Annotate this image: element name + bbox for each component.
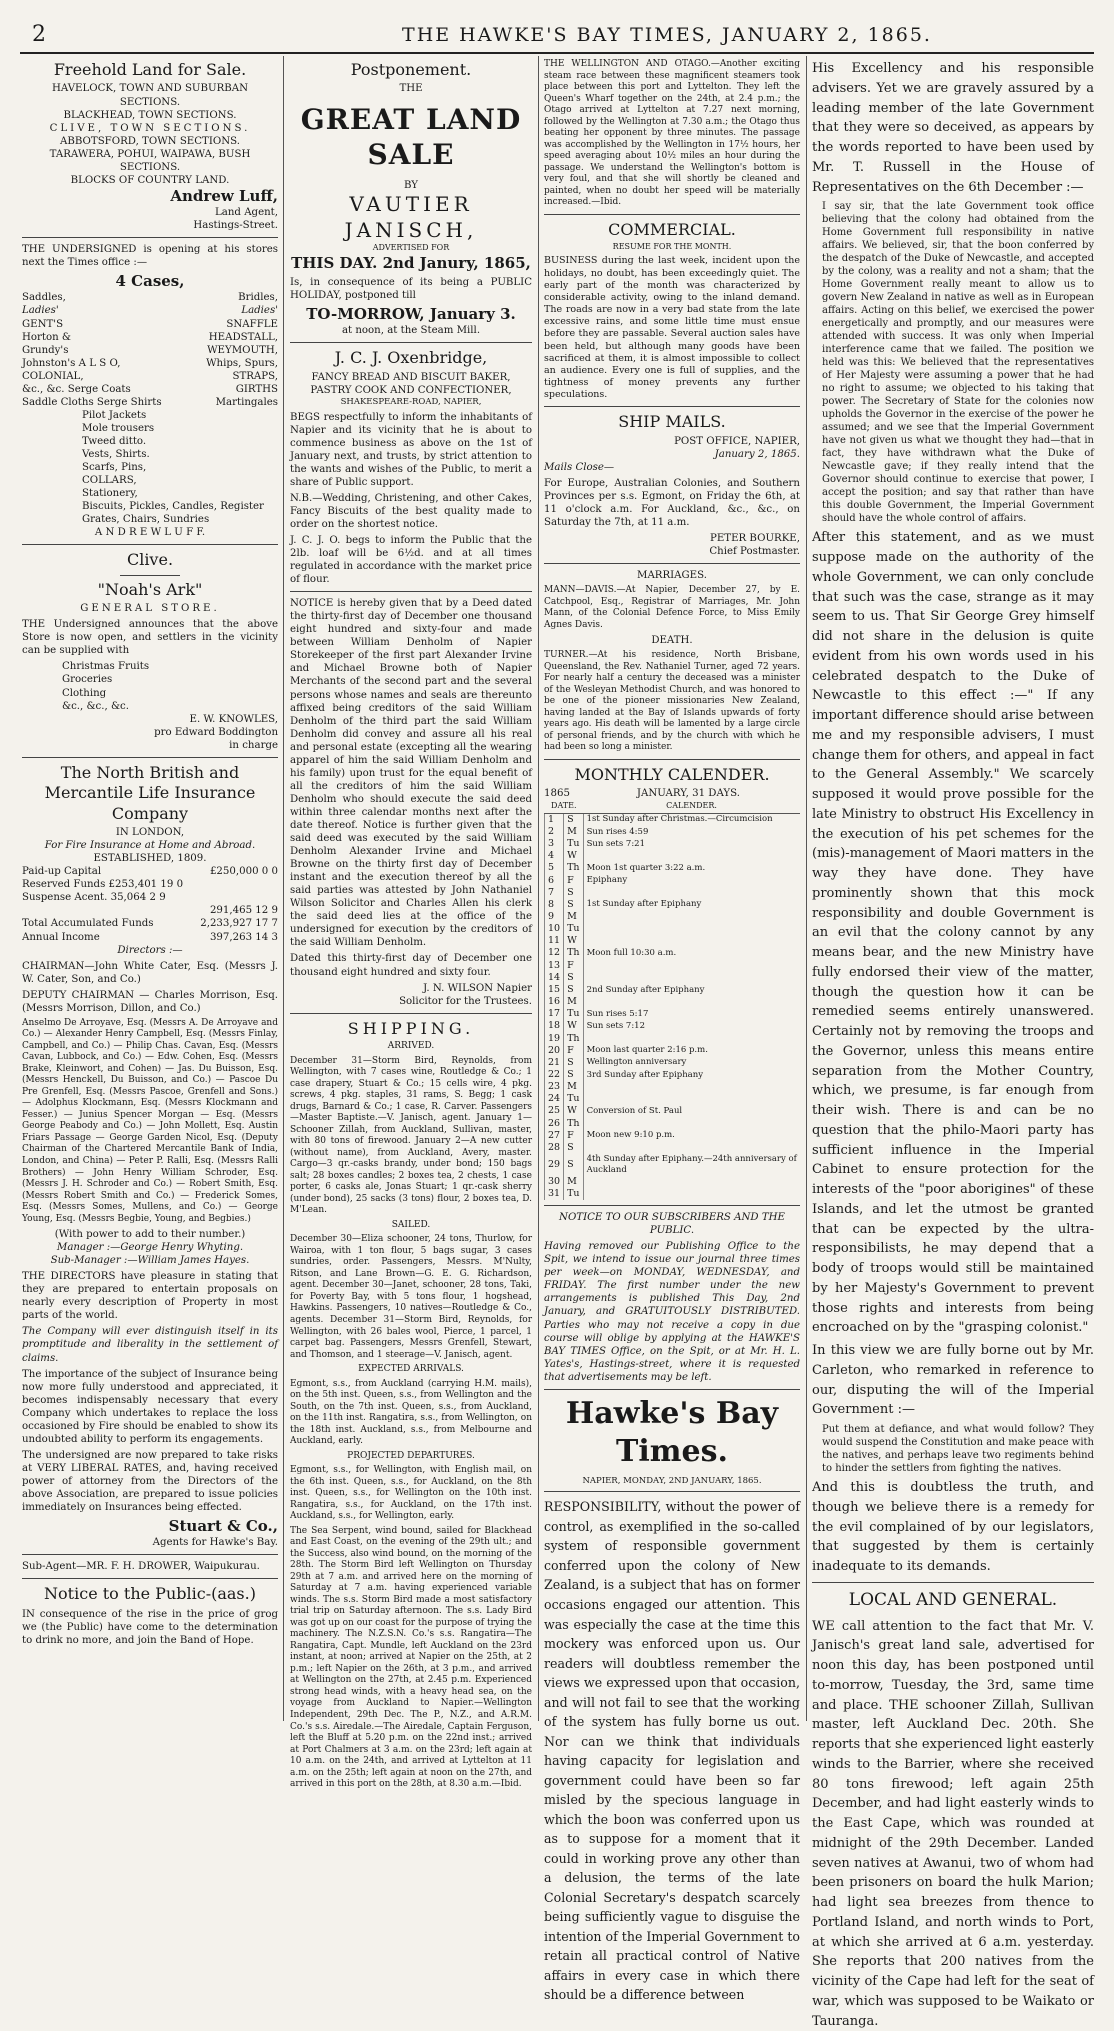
calendar-weekday: Tu: [564, 1093, 583, 1105]
freehold-line: HAVELOCK, TOWN AND SUBURBAN SECTIONS.: [51, 83, 249, 108]
calendar-day: 14: [545, 972, 564, 984]
calendar-event: [583, 1188, 800, 1200]
noah-sign: E. W. KNOWLES,: [189, 713, 278, 725]
chairman: CHAIRMAN—John White Cater, Esq. (Messrs J. W. Cater, Son, and Co.): [22, 960, 278, 985]
calendar-weekday: Tu: [564, 1008, 583, 1020]
calendar-weekday: Th: [564, 947, 583, 959]
goods-item: Vests, Shirts.: [82, 448, 150, 460]
calendar-weekday: M: [564, 826, 583, 838]
undersigned-text: THE UNDERSIGNED is opening at his stores next the Times office :—: [22, 244, 278, 269]
calendar-day: 6: [545, 875, 564, 887]
calendar-row: [545, 1057, 801, 1069]
goods-item: Biscuits, Pickles, Candles, Register Grates, Chairs, Sundries: [82, 501, 264, 526]
shakespeare-road: SHAKESPEARE-ROAD, NAPIER,: [340, 396, 482, 407]
calendar-row: [545, 1008, 801, 1020]
leader-para2: After this statement, and as we must suppose made on the authority of the whole Government, we can only conclude that such was the case, strange as it may seem to us. That Sir George Grey himself did not share in the delusion is quite evident from his own words used in his celebrated despatch to the Duke of Newcastle to this effect :—" If any important difference should arise between me and my responsible advisers, I must change them for others, and appeal in fact to the General Assembly." We scarcely supposed it would prove possible for the late Ministry to obstruct His Excellency in the execution of his pet schemes for the (mis)-management of Maori matters in the way they have done. They have prominently shown that this mock responsibility and double Government is an evil that the colony cannot by any means bear, and the new Ministry have fully endorsed their view of the matter, though the question how it can be remedied seems entirely unanswered. Certainly not by removing the troops and the Governor, unless this means entire separation from the Mother Country, which, we presume, is far enough from their wish. There is and can be no question that the philo-Maori party has sufficient influence in the Imperial Cabinet to ensure protection for the interests of the "poor aborigines" of these Islands, and let the utmost be granted that can be expected by the ultra-responsibilists, he may depend that a body of troops would still be maintained by her Majesty's Government to prevent those rights and interests from being encroached on by the "grasping colonist.": [812, 530, 1094, 1336]
calendar-row: [545, 960, 801, 972]
calendar-event: Epiphany: [583, 875, 800, 887]
tomorrow: TO-MORROW, January 3.: [306, 304, 516, 323]
calendar-weekday: F: [564, 1130, 583, 1142]
calendar-row: [545, 972, 801, 984]
calendar-day: 29: [545, 1154, 564, 1176]
great-land-sale: GREAT LAND SALE: [300, 102, 522, 172]
local-general-heading: LOCAL AND GENERAL.: [848, 1589, 1058, 1610]
calendar-weekday: M: [564, 996, 583, 1008]
arrived-heading: ARRIVED.: [387, 1041, 435, 1052]
cases-heading: 4 Cases,: [115, 272, 185, 291]
calendar-row: [545, 1105, 801, 1117]
notice-subscribers-text: Having removed our Publishing Office to the Spit, we intend to issue our journal three times per week—on MONDAY, WEDNESDAY, and FRIDAY. The first number under the new arrangements is published This Day, 2nd January, and GRATUITOUSLY DISTRIBUTED. Parties who may not receive a copy in due course will oblige by applying at the HAWKE'S BAY TIMES Office, on the Spit, or at Mr. H. L. Yates's, Hastings-street, where it is requested that advertisements may be left.: [544, 1241, 800, 1383]
calendar-row: [545, 947, 801, 959]
shipping-news: The Sea Serpent, wind bound, sailed for Blackhead and East Coast, on the evening of the 29th ult.; and the Success, also wind bound, on the morning of the 28th. The Storm Bird left Wellington on Thursday 29th at 7 a.m. and arrived here on the morning of Saturday at 7 a.m. having experienced variable winds. The s.s. Storm Bird made a most satisfactory trial trip on Saturday afternoon. The s.s. Lady Bird was got up on our coast for the purpose of trying the machinery. The N.Z.S.N. Co.'s s.s. Rangatira—The Rangatira, Capt. Mundle, left Auckland on the 23rd instant, at noon; arrived at Napier on the 25th, at 2 p.m.; left Napier on the 26th, at 3 p.m., and arrived at Wellington on the 27th, at 2.45 p.m. Experienced strong head winds, with a heavy head sea, on the voyage from Auckland to Napier.—Wellington Independent, 29th Dec. The P., N.Z., and A.R.M. Co.'s s.s. Airedale.—The Airedale, Captain Ferguson, left the Bluff at 5.20 p.m. on the 22nd inst.; arrived at Port Chalmers at 3 a.m. on the 23rd; left again at 10 a.m. on the 24th, and arrived at Lyttelton at 11 a.m. on the 25th; left again at noon on the 27th, and arrived in this port on the 28th, at 8.30 a.m.—Ibid.: [290, 1525, 533, 1790]
calendar-weekday: W: [564, 1105, 583, 1117]
calendar-day: 1: [545, 813, 564, 826]
stuart-co: Stuart & Co.,: [168, 1517, 278, 1536]
calendar-day: 19: [545, 1033, 564, 1045]
calendar-day: 13: [545, 960, 564, 972]
marriages-text: MANN—DAVIS.—At Napier, December 27, by E. Catchpool, Esq., Registrar of Marriages, Mr. John Mann, of the Colonial Defence Force, to Miss Emily Agnes Davis.: [544, 585, 800, 630]
freehold-line: ABBOTSFORD, TOWN SECTIONS.: [60, 135, 240, 147]
calendar-row: [545, 1093, 801, 1105]
calendar-weekday: M: [564, 1081, 583, 1093]
goods-item: Mole trousers: [82, 422, 155, 434]
calendar-row: [545, 1176, 801, 1188]
shipping-heading: SHIPPING.: [347, 1018, 475, 1038]
calendar-event: Moon full 10:30 a.m.: [583, 947, 800, 959]
postponement: Postponement.: [350, 60, 472, 79]
leader-para4: And this is doubtless the truth, and though we believe there is a remedy for the evil complained of by our legislators, that suggested by them is certainly inadequate to its demands.: [812, 1480, 1094, 1574]
company-motto: The Company will ever distinguish itself in its promptitude and liberality in the settlement of claims.: [22, 1326, 278, 1364]
post-office: POST OFFICE, NAPIER,: [674, 435, 800, 447]
calendar-event: [583, 960, 800, 972]
calendar-event: [583, 1081, 800, 1093]
in-london: IN LONDON,: [115, 827, 185, 839]
notice-public-title: Notice to the Public-(aas.): [44, 1584, 256, 1604]
calendar-event: Sun rises 4:59: [583, 826, 800, 838]
calendar-event: [583, 972, 800, 984]
calendar-table: DATE. CALENDER. 1 S 1st Sunday after Christmas.—Circumcision 2 M Sun rises 4:59 3 Tu Sun sets 7:21 4 W 5 Th Moon 1st quarter 3:22 a.m. 6 F Epiphany 7 S 8 S 1st Sunday after Epiphany 9 M 10 Tu 11 W 12 Th Moon full 10:30 a.m. 13 F 14 S 15 S 2nd Sunday after Epiphany 16 M 17 Tu Sun rises 5:17 18 W Sun sets 7:12 19 Th 20 F Moon last quarter 2:16 p.m. 21 S Wellington anniversary 22 S 3rd Sunday after Epiphany 23 M 24 Tu 25 W Conversion of St. Paul 26 Th 27 F Moon new 9:10 p.m. 28 S 29 S 4th Sunday after Epiphany.—24th anniversary of Auckland 30 M 31 Tu: [544, 800, 800, 1200]
calendar-row: [545, 850, 801, 862]
calendar-event: [583, 887, 800, 899]
leader-para3: In this view we are fully borne out by Mr. Carleton, who remarked in reference to our, disputing the will of the Imperial Government :—: [812, 1343, 1094, 1418]
calendar-event: [583, 923, 800, 935]
calendar-weekday: W: [564, 1020, 583, 1032]
goods-item: Stationery,: [82, 488, 138, 500]
sub-manager: Sub-Manager :—William James Hayes.: [50, 1255, 250, 1267]
leader-para1: His Excellency and his responsible advisers. Yet we are gravely assured by a leading member of the late Government that they were so deceived, as appears by the words reported to have been used by Mr. T. Russell in the House of Representatives on the 6th December :—: [812, 61, 1094, 195]
calendar-day: 30: [545, 1176, 564, 1188]
calendar-weekday: S: [564, 899, 583, 911]
calendar-day: 10: [545, 923, 564, 935]
calendar-event: [583, 1033, 800, 1045]
calendar-row: [545, 1154, 801, 1176]
noah-goods-item: &c., &c., &c.: [62, 700, 129, 712]
calendar-event: Sun sets 7:12: [583, 1020, 800, 1032]
deputy-chairman: DEPUTY CHAIRMAN — Charles Morrison, Esq. (Messrs Morrison, Dillon, and Co.): [22, 989, 278, 1014]
calendar-event: Moon last quarter 2:16 p.m.: [583, 1045, 800, 1057]
calendar-event: [583, 1118, 800, 1130]
calendar-row: [545, 887, 801, 899]
bourke: PETER BOURKE,: [709, 533, 800, 545]
calendar-row: [545, 813, 801, 826]
calendar-weekday: F: [564, 875, 583, 887]
calendar-day: 24: [545, 1093, 564, 1105]
calendar-day: 9: [545, 911, 564, 923]
column-2: [290, 56, 533, 1790]
undersigned-rates: The undersigned are now prepared to take risks at VERY LIBERAL RATES, and, having received power of attorney from the Directors of the above Association, are prepared to issue policies immediately on Insurances being effected.: [22, 1449, 278, 1514]
calendar-weekday: S: [564, 1057, 583, 1069]
begs-text: BEGS respectfully to inform the inhabitants of Napier and its vicinity that he is about to commence business as above on the 1st of January next, and trusts, by strict attention to the wants and wishes of the Public, to merit a share of Public support.: [290, 411, 532, 488]
calendar-event: 1st Sunday after Christmas.—Circumcision: [583, 813, 800, 826]
noah-sign3: in charge: [229, 739, 278, 751]
leader-quote2: Put them at defiance, and what would follow? They would suspend the Constitution and make peace with the natives, and perhaps leave two regiments behind to hinder the settlers from fighting the natives.: [822, 1424, 1094, 1474]
calendar-row: [545, 1188, 801, 1200]
freehold-line: CLIVE, TOWN SECTIONS.: [49, 122, 251, 134]
leader-text: RESPONSIBILITY, without the power of control, as exemplified in the so-called system of responsible government conferred upon the colony of New Zealand, is a subject that has on former occasions engaged our attention. This was especially the case at the time this mockery was enforced upon us. Our readers will doubtless remember the views we expressed upon that occasion, and will not fail to see that the working of the system has fully borne us out. Nor can we think that individuals having capacity for legislation and government could have been so far misled by the specious language in which the boon was conferred upon us as to suppose for a moment that it could in working prove any other than a delusion, the terms of the late Colonial Secretary's despatch scarcely being sufficiently vague to disguise the intention of the Imperial Government to retain all practical control of Native affairs in every case in which there should be a difference between: [544, 1499, 800, 2003]
nb-text: N.B.—Wedding, Christening, and other Cakes, Fancy Biscuits of the best quality made to order on the shortest notice.: [290, 492, 532, 530]
calendar-day: 25: [545, 1105, 564, 1117]
column-rule: [283, 56, 284, 1721]
calendar-event: Wellington anniversary: [583, 1057, 800, 1069]
noah-goods-item: Groceries: [62, 674, 113, 686]
calendar-event: [583, 1176, 800, 1188]
calendar-weekday: M: [564, 1176, 583, 1188]
local-general-text: WE call attention to the fact that Mr. V. Janisch's great land sale, advertised for noon this day, has been postponed until to-morrow, Tuesday, the 3rd, same time and place. THE schooner Zillah, Sullivan master, left Auckland Dec. 20th. She reports that she experienced light easterly winds to the Barrier, where she received 80 tons firewood; left again 25th December, and had light easterly winds to the East Cape, which was rounded at midnight of the 29th December. Landed seven natives at Awanui, two of whom had been prisoners on board the hulk Marion; had light sea breezes from thence to Portland Island, and north winds to Port, at which she arrived at 6 a.m. yesterday. She reports that 200 natives from the vicinity of the Cape had left for the seat of war, which was supposed to be Waikato or Tauranga.: [812, 1618, 1094, 2029]
calendar-day: 22: [545, 1069, 564, 1081]
calendar-weekday: W: [564, 935, 583, 947]
column-3: [544, 56, 800, 2003]
calendar-day: 21: [545, 1057, 564, 1069]
freehold-title: Freehold Land for Sale.: [53, 60, 247, 79]
calendar-row: [545, 996, 801, 1008]
column-rule: [538, 56, 539, 1721]
calendar-weekday: S: [564, 887, 583, 899]
calendar-weekday: S: [564, 813, 583, 826]
calendar-weekday: F: [564, 960, 583, 972]
mails-text: For Europe, Australian Colonies, and Southern Provinces per s.s. Egmont, on Friday the 6th, at 11 o'clock a.m. For Auckland, &c., &c., on Saturday the 7th, at 11 a.m.: [544, 477, 800, 529]
calendar-day: 3: [545, 838, 564, 850]
calendar-weekday: Th: [564, 862, 583, 874]
calendar-weekday: Tu: [564, 923, 583, 935]
goods-item: Scarfs, Pins,: [82, 462, 147, 474]
freehold-line: BLOCKS OF COUNTRY LAND.: [70, 174, 230, 186]
calendar-day: 16: [545, 996, 564, 1008]
insurance-title: The North British and Mercantile Life Insurance Company: [44, 762, 256, 823]
dated-text: Dated this thirty-first day of December one thousand eight hundred and sixty four.: [290, 953, 532, 978]
goods-item: Pilot Jackets: [82, 409, 147, 421]
calendar-row: [545, 1069, 801, 1081]
calendar-day: 20: [545, 1045, 564, 1057]
calendar-day: 23: [545, 1081, 564, 1093]
column-4: [812, 56, 1094, 2029]
calendar-row: [545, 935, 801, 947]
calendar-event: [583, 850, 800, 862]
calendar-row: [545, 911, 801, 923]
calendar-weekday: S: [564, 972, 583, 984]
death-heading: DEATH.: [651, 635, 693, 647]
expected-text: Egmont, s.s., from Auckland (carrying H.M. mails), on the 5th inst. Queen, s.s., from Wellington and the South, on the 7th inst. Queen, s.s., from Auckland, on the 11th inst. Rangatira, s.s., from Wellington, on the 18th inst. Auckland, s.s., from Melbourne and Auckland, early.: [290, 1378, 532, 1447]
monthly-calender-heading: MONTHLY CALENDER.: [574, 764, 770, 784]
calendar-row: [545, 1045, 801, 1057]
calendar-day: 17: [545, 1008, 564, 1020]
noah-sign2: pro Edward Boddington: [154, 726, 278, 738]
wilson-sign2: Solicitor for the Trustees.: [399, 995, 532, 1007]
notice-deed: NOTICE is hereby given that by a Deed dated the thirty-first day of December one thousand eight hundred and sixty-four and made between William Denholm of Napier Storekeeper of the first part Alexander Irvine and Michael Browne both of Napier Merchants of the second part and the several persons whose names and seals are thereunto affixed being creditors of the said William Denholm of the third part the said William Denholm did convey and assure all his real and personal estate (excepting all the wearing apparel of him the said William Denholm and his family) upon trust for the equal benefit of all the creditors of him the said William Denholm who should execute the said deed within three calendar months next after the date thereof. Notice is further given that the said deed was executed by the said William Denholm Alexander Irvine and Michael Browne on the thirty first day of December instant and the execution thereof by all the said parties was attested by John Nathaniel Wilson Solicitor and Charles Allen his clerk the said deed lies at the office of the undersigned for execution by the creditors of the said William Denholm.: [290, 598, 532, 949]
sailed-heading: SAILED.: [391, 1219, 431, 1230]
calendar-day: 7: [545, 887, 564, 899]
agent-title: Land Agent,: [215, 207, 278, 219]
noah-text: THE Undersigned announces that the above Store is now open, and settlers in the vicinity can be supplied with: [22, 619, 278, 657]
mails-close: Mails Close—: [544, 461, 615, 473]
clive-heading: Clive.: [126, 550, 174, 570]
calendar-event: Moon new 9:10 p.m.: [583, 1130, 800, 1142]
calendar-event: Moon 1st quarter 3:22 a.m.: [583, 862, 800, 874]
calendar-event: Sun sets 7:21: [583, 838, 800, 850]
calendar-weekday: F: [564, 1045, 583, 1057]
commercial-text: BUSINESS during the last week, incident upon the holidays, no doubt, has been exceedingly quiet. The early part of the month was characterized by considerable activity, owing to the inland demand. The roads are now in a very bad state from the late excessive rains, and some little time must ensue before they are passable. Several auction sales have been held, but although many goods have been sacrificed at them, it is almost impossible to collect an audience. Every one is full of supplies, and the tightness of money prevents any further speculations.: [544, 255, 800, 401]
calendar-row: [545, 826, 801, 838]
calendar-row: [545, 875, 801, 887]
freehold-line: TARAWERA, POHUI, WAIPAWA, BUSH SECTIONS.: [49, 148, 251, 173]
agent-name: Andrew Luff,: [170, 186, 278, 205]
noah-goods-item: Christmas Fruits: [62, 661, 150, 673]
calendar-weekday: S: [564, 1154, 583, 1176]
calendar-row: [545, 1020, 801, 1032]
ship-mails-heading: SHIP MAILS.: [618, 412, 726, 432]
calendar-day: 8: [545, 899, 564, 911]
calendar-day: 12: [545, 947, 564, 959]
column-1: Freehold Land for Sale. HAVELOCK, TOWN AND SUBURBAN SECTIONS. BLACKHEAD, TOWN SECTIONS. CLIVE, TOWN SECTIONS. ABBOTSFORD, TOWN SECTIONS. TARAWERA, POHUI, WAIPAWA, BUSH SECTIONS. BLOCKS OF COUNTRY LAND. Andrew Luff, Land Agent, Hastings-Street. THE UNDERSIGNED is opening at his stores next the Times office :— 4 Cases, Saddles, Bridles, Ladies' Ladies' GENT'S SNAFFLE Horton & HEADSTALL, Grundy's WEYMOUTH, Johnston's A L S O, Whips, Spurs, COLONIAL, STRAPS, &c., &c. Serge Coats GIRTHS Saddle Cloths Serge Shirts Martingales Pilot Jackets Mole trousers Tweed ditto. Vests, Shirts. Scarfs, Pins, COLLARS, Stationery, Biscuits, Pickles, Candles, Register Grates, Chairs, Sundries A N D R E W L U F F. Clive. "Noah's Ark" GENERAL STORE. THE Undersigned announces that the above Store is now open, and settlers in the vicinity can be supplied with Christmas Fruits Groceries Clothing &c., &c., &c. E. W. KNOWLES, pro Edward Boddington in charge The North British and Mercantile Life Insurance Company IN LONDON, For Fire Insurance at Home and Abroad. ESTABLISHED, 1809. Paid-up Capital £250,000 0 0 Reserved Funds £253,401 19 0 Suspense Acent. 35,064 2 9 291,465 12 9 Total Accumulated Funds 2,233,927 17 7 Annual Income 397,263 14 3 Directors :— CHAIRMAN—John White Cater, Esq. (Messrs J. W. Cater, Son, and Co.) DEPUTY CHAIRMAN — Charles Morrison, Esq. (Messrs Morrison, Dillon, and Co.) Anselmo De Arroyave, Esq. (Messrs A. De Arroyave and Co.) — Alexander Henry Campbell, Esq. (Messrs Finlay, Campbell, and Co.) — Philip Chas. Cavan, Esq. (Messrs Cavan, Lubbock, and Co.) — Edw. Cohen, Esq. (Messrs Brake, Kleinwort, and Cohen) — Jas. Du Buisson, Esq. (Messrs Henckell, Du Buisson, and Co.) — Pascoe Du Pre Grenfell, Esq. (Messrs Pascoe, Grenfell and Sons.) — Adolphus Klockmann, Esq. (Messrs Klockmann and Fesser.) — Junius Spencer Morgan — Esq. (Messrs George Peabody and Co.) — John Mollett, Esq. Austin Friars Passage — George Garden Nicol, Esq. (Deputy Chairman of the Chartered Mercantile Bank of India, London, and China) — Peter P. Ralli, Esq. (Messrs Ralli Brothers) — John Henry William Schroder, Esq. (Messrs J. H. Schroder and Co.) — Robert Smith, Esq. (Messrs Robert Smith and Co.) — Frederick Somes, Esq. (Messrs Somes, Mullens, and Co.) — George Young, Esq. (Messrs Begbie, Young, and Begbies.) (With power to add to their number.) Manager :—George Henry Whyting. Sub-Manager :—William James Hayes. THE DIRECTORS have pleasure in stating that they are prepared to entertain proposals on nearly every description of Property in most parts of the world. The Company will ever distinguish itself in its promptitude and liberality in the settlement of claims. The importance of the subject of Insurance being now more fully understood and appreciated, it becomes indispensably necessary that every Company which undertakes to replace the loss occasioned by Fire should be enabled to show its undoubted ability to perform its engagements. The undersigned are now prepared to take risks at VERY LIBERAL RATES, and, having received power of attorney from the Directors of the above Association, are prepared to issue policies immediately on Insurances being effected. Stuart & Co., Agents for Hawke's Bay. Sub-Agent—MR. F. H. DROWER, Waipukurau. Notice to the Public-(aas.) IN consequence of the rise in the price of grog we (the Public) have come to the determination to drink no more, and join the Band of Hope.: [22, 60, 278, 1646]
calendar-day: 27: [545, 1130, 564, 1142]
projected-heading: PROJECTED DEPARTURES.: [347, 1450, 475, 1461]
importance-text: The importance of the subject of Insurance being now more fully understood and appreciated, it becomes indispensably necessary that every Company which undertakes to replace the loss occasioned by Fire should be enabled to show its undoubted ability to perform its engagements.: [22, 1368, 278, 1445]
jcjo-text: J. C. J. O. begs to inform the Public that the 2lb. loaf will be 6½d. and at all times regulated in accordance with the market price of flour.: [290, 535, 532, 586]
expected-heading: EXPECTED ARRIVALS.: [358, 1364, 464, 1375]
leader-quote: I say sir, that the late Government took office believing that the colony had obtained from the Home Government full responsibility in native affairs. We believed, sir, that the boon conferred by the despatch of the Duke of Newcastle, and accepted by the colony, was a reality and not a sham; that the Home Government really meant to allow us to govern New Zealand in native as well as in European affairs. Acting on this belief, we exercised the power energetically and promptly, and our measures were attended with success. It was only when Imperial interference came that we failed. The position we held was this: We believed that the representatives of Her Majesty were assuming a power that he had no right to assume; we objected to his taking that power. The Secretary of State for the colonies now upholds the Governor in the exercise of the power he assumed; and we see that the Imperial Government have not given us what we thought they had—that in fact, they have withdrawn what the Duke of Newcastle gave; if they really intend that the Governor should continue to exercise that power, I accept the position; and say that rather than have this double Government, the Imperial Government should have the whole control of affairs.: [822, 201, 1094, 525]
dateline: NAPIER, MONDAY, 2ND JANUARY, 1865.: [582, 1475, 762, 1486]
projected-text: Egmont, s.s., for Wellington, with English mail, on the 6th inst. Queen, s.s., for Auckland, on the 8th inst. Queen, s.s., for Wellington on the 10th inst. Rangatira, s.s., for Auckland, on the 17th inst. Auckland, s.s., for Wellington, early.: [290, 1465, 532, 1522]
calendar-day: 18: [545, 1020, 564, 1032]
baker-line: FANCY BREAD AND BISCUIT BAKER, PASTRY COOK AND CONFECTIONER,: [310, 371, 512, 396]
calendar-row: [545, 899, 801, 911]
resume-heading: RESUME FOR THE MONTH.: [612, 242, 732, 252]
calendar-event: [583, 996, 800, 1008]
calendar-weekday: M: [564, 911, 583, 923]
cal-month: JANUARY, 31 DAYS.: [636, 788, 740, 800]
calendar-row: [545, 984, 801, 996]
calendar-row: [545, 1118, 801, 1130]
advertised-for: ADVERTISED FOR: [372, 243, 450, 253]
calendar-weekday: S: [564, 984, 583, 996]
calendar-weekday: S: [564, 1142, 583, 1154]
calendar-weekday: S: [564, 1069, 583, 1081]
calendar-event: Sun rises 5:17: [583, 1008, 800, 1020]
with-power: (With power to add to their number.): [54, 1229, 246, 1241]
calendar-weekday: Th: [564, 1033, 583, 1045]
calendar-day: 15: [545, 984, 564, 996]
calendar-event: [583, 1093, 800, 1105]
calendar-row: [545, 1142, 801, 1154]
is-in: Is, in consequence of its being a PUBLIC HOLIDAY, postponed till: [290, 276, 532, 301]
commercial-heading: COMMERCIAL.: [608, 219, 736, 239]
oxenbridge-title: J. C. J. Oxenbridge,: [334, 348, 488, 368]
cal-year: 1865: [544, 788, 570, 800]
noah-goods-item: Clothing: [62, 687, 107, 699]
the-label: THE: [399, 83, 423, 95]
calendar-weekday: W: [564, 850, 583, 862]
notice-subscribers-heading: NOTICE TO OUR SUBSCRIBERS AND THE PUBLIC.: [559, 1212, 785, 1237]
calendar-weekday: Tu: [564, 1188, 583, 1200]
calendar-row: [545, 1033, 801, 1045]
calendar-weekday: Tu: [564, 838, 583, 850]
directors-text: THE DIRECTORS have pleasure in stating that they are prepared to entertain proposals on nearly every description of Property in most parts of the world.: [22, 1271, 278, 1322]
calendar-day: 4: [545, 850, 564, 862]
calendar-event: 1st Sunday after Epiphany: [583, 899, 800, 911]
general-store: GENERAL STORE.: [80, 603, 220, 615]
agent-street: Hastings-Street.: [193, 220, 278, 232]
marriages-heading: MARRIAGES.: [637, 570, 707, 582]
calendar-row: [545, 838, 801, 850]
calendar-day: 26: [545, 1118, 564, 1130]
calendar-event: [583, 935, 800, 947]
calendar-day: 5: [545, 862, 564, 874]
this-day: THIS DAY. 2nd Janury, 1865,: [291, 253, 531, 272]
goods-item: Tweed ditto.: [82, 435, 147, 447]
page-number: 2: [32, 22, 46, 47]
masthead: [20, 18, 1094, 54]
calendar-day: 2: [545, 826, 564, 838]
sub-agent: Sub-Agent—MR. F. H. DROWER, Waipukurau.: [22, 1561, 260, 1573]
at-noon: at noon, at the Steam Mill.: [341, 325, 481, 337]
freehold-line: BLACKHEAD, TOWN SECTIONS.: [63, 109, 237, 121]
established: ESTABLISHED, 1809.: [93, 853, 207, 865]
calendar-row: [545, 1130, 801, 1142]
wellington-otago: THE WELLINGTON AND OTAGO.—Another exciting steam race between these magnificent steamers took place between this port and Lyttelton. They left the Queen's Wharf together on the 24th, at 2.4 p.m.; the Otago arrived at Lyttelton at 7.27 next morning, followed by the Wellington at 7.30 a.m.; the Otago thus beating her opponent by three minutes. The passage was accomplished by the Wellington in 17½ hours, her speed averaging about 10½ miles an hour during the passage. We understand the Wellington's bottom is very foul, and that she will shortly be cleaned and painted, when no doubt her speed will be materially increased.—Ibid.: [544, 59, 800, 208]
calendar-event: 3rd Sunday after Epiphany: [583, 1069, 800, 1081]
wilson-sign: J. N. WILSON Napier: [423, 982, 532, 994]
calendar-event: [583, 1142, 800, 1154]
post-date: January 2, 1865.: [714, 448, 800, 460]
notice-public-text: IN consequence of the rise in the price of grog we (the Public) have come to the determination to drink no more, and join the Band of Hope.: [22, 1608, 278, 1646]
goods-item: COLLARS,: [82, 475, 137, 487]
calendar-row: [545, 1081, 801, 1093]
calendar-row: [545, 923, 801, 935]
calendar-day: 31: [545, 1188, 564, 1200]
calendar-event: [583, 911, 800, 923]
directors-label: Directors :—: [117, 944, 183, 956]
calendar-day: 28: [545, 1142, 564, 1154]
by-label: BY: [403, 180, 419, 192]
death-text: TURNER.—At his residence, North Brisbane, Queensland, the Rev. Nathaniel Turner, aged 72 years. For nearly half a century the deceased was a minister of the Wesleyan Methodist Church, and was honored to be one of the pioneer missionaries New Zealand, having landed at the Bay of Islands upwards of forty years ago. His death will be lamented by a large circle of personal friends, and by the church with which he had been so long a minister.: [544, 650, 800, 753]
calendar-event: Conversion of St. Paul: [583, 1105, 800, 1117]
bourke2: Chief Postmaster.: [709, 546, 800, 558]
arrived-text: December 31—Storm Bird, Reynolds, from Wellington, with 7 cases wine, Routledge & Co.; 1 case drapery, Stuart & Co.; 15 cells wire, 4 pkg. screws, 4 pkg. staples, 31 rams, S. Begg; 1 cask drugs, Barnard & Co.; 1 case, R. Carver. Passengers—Master Baptiste.—V. Janisch, agent. January 1—Schooner Zillah, from Auckland, Sullivan, master, with 80 tons of firewood. January 2—A new cutter (without name), from Auckland, Avery, master. Cargo—3 qr.-casks brandy, under bond; 150 bags salt; 28 boxes candles; 2 boxes tea, 2 chests, 1 case porter, 6 casks ale, Jonas Stuart; 1 qr.-cask sherry (under bond), 25 sacks (3 tons) flour, 2 boxes tea, D. M'Lean.: [290, 1055, 532, 1216]
luff-signature: A N D R E W L U F F.: [94, 527, 206, 539]
manager: Manager :—George Henry Whyting.: [56, 1242, 244, 1254]
noahs-ark-heading: "Noah's Ark": [97, 579, 203, 599]
vautier-janisch: VAUTIER JANISCH,: [344, 192, 478, 242]
stuart-agents: Agents for Hawke's Bay.: [152, 1537, 278, 1549]
for-fire: For Fire Insurance at Home and Abroad.: [44, 840, 256, 852]
calendar-day: 11: [545, 935, 564, 947]
calendar-event: 2nd Sunday after Epiphany: [583, 984, 800, 996]
directors-list: Anselmo De Arroyave, Esq. (Messrs A. De Arroyave and Co.) — Alexander Henry Campbell, Esq. (Messrs Finlay, Campbell, and Co.) — Philip Chas. Cavan, Esq. (Messrs Cavan, Lubbock, and Co.) — Edw. Cohen, Esq. (Messrs Brake, Kleinwort, and Cohen) — Jas. Du Buisson, Esq. (Messrs Henckell, Du Buisson, and Co.) — Pascoe Du Pre Grenfell, Esq. (Messrs Pascoe, Grenfell and Sons.) — Adolphus Klockmann, Esq. (Messrs Klockmann and Fesser.) — Junius Spencer Morgan — Esq. (Messrs George Peabody and Co.) — John Mollett, Esq. Austin Friars Passage — George Garden Nicol, Esq. (Deputy Chairman of the Chartered Mercantile Bank of India, London, and China) — Peter P. Ralli, Esq. (Messrs Ralli Brothers) — John Henry William Schroder, Esq. (Messrs J. H. Schroder and Co.) — Robert Smith, Esq. (Messrs Robert Smith and Co.) — Frederick Somes, Esq. (Messrs Somes, Mullens, and Co.) — George Young, Esq. (Messrs Begbie, Young, and Begbies.): [22, 1017, 278, 1224]
newspaper-title: THE HAWKE'S BAY TIMES, JANUARY 2, 1865.: [402, 24, 932, 46]
column-rule: [806, 56, 807, 1721]
calendar-weekday: Th: [564, 1118, 583, 1130]
masthead-hawkes-bay-times: Hawke's Bay Times.: [565, 1395, 779, 1470]
calendar-row: [545, 862, 801, 874]
calendar-event: 4th Sunday after Epiphany.—24th anniversary of Auckland: [583, 1154, 800, 1176]
sailed-text: December 30—Eliza schooner, 24 tons, Thurlow, for Wairoa, with 1 ton flour, 5 bags sugar, 3 cases sundries, order. Passengers, Messrs. M'Nulty, Ritson, and Lane Brown—G. E. G. Richardson, agent. December 30—Janet, schooner, 28 tons, Taki, for Poverty Bay, with 5 tons flour, 1 hogshead, Hawkins. Passengers, 10 natives—Routledge & Co., agents. December 31—Storm Bird, Reynolds, for Wellington, with 26 bales wool, Pierce, 1 parcel, 1 carpet bag. Passengers, Messrs Grenfell, Stewart, and Thomson, and 1 steerage—V. Janisch, agent.: [290, 1234, 532, 1360]
